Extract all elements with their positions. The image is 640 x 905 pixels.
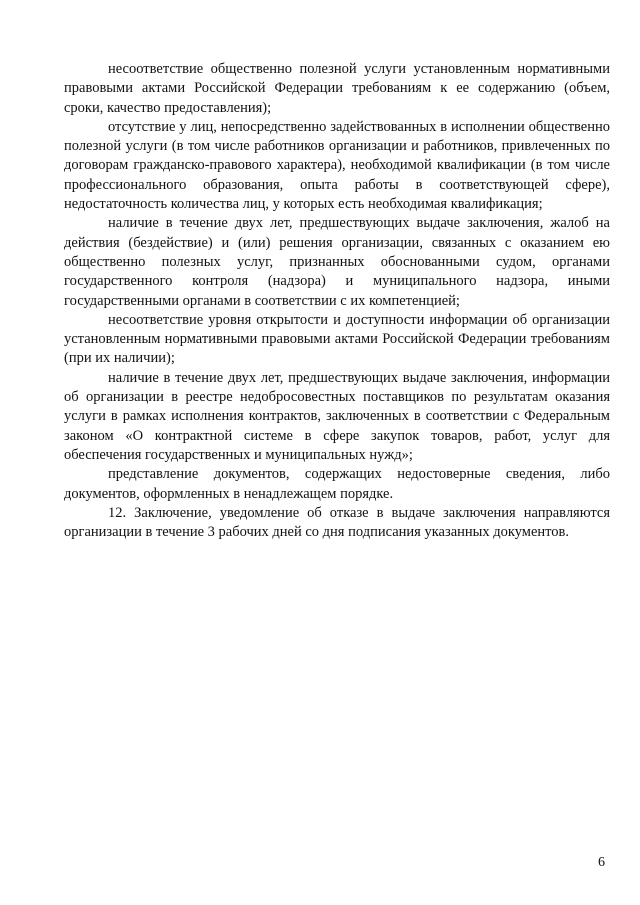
paragraph-complaints: наличие в течение двух лет, предшествующих выдаче заключения, жалоб на действия (бездействие) и (или) решения организации, связанных с оказанием ею общественно полезных услуг, признанных обоснованными судом, органами государственного контроля (надзора) и муниципального надзора, иными государственными органами в соответствии с их компетенцией; bbox=[64, 215, 610, 309]
paragraph-item-12: 12. Заключение, уведомление об отказе в выдаче заключения направляются организации в течение 3 рабочих дней со дня подписания указанных документов. bbox=[64, 504, 610, 541]
paragraph-lack-of-qualification: отсутствие у лиц, непосредственно задействованных в исполнении общественно полезной услуги (в том числе работников организации и работников, привлеченных по договорам гражданско-правового характера), необходимой квалификации (в том числе профессионального образования, опыта работы в соответствующей сфере), недостаточность количества лиц, у которых есть необходимая квалификация; bbox=[64, 118, 610, 213]
paragraph-service-noncompliance: несоответствие общественно полезной услуги установленным нормативными правовыми актами Российской Федерации требованиям к ее содержанию (объем, сроки, качество предоставления); bbox=[64, 61, 610, 116]
paragraph-invalid-documents: представление документов, содержащих недостоверные сведения, либо документов, оформленных в ненадлежащем порядке. bbox=[64, 466, 610, 502]
paragraph-unfair-suppliers-registry: наличие в течение двух лет, предшествующих выдаче заключения, информации об организации в реестре недобросовестных поставщиков по результатам оказания услуги в рамках исполнения контрактов, заключенных в соответствии с Федеральным законом «О контрактной системе в сфере закупок товаров, работ, услуг для обеспечения государственных и муниципальных нужд»; bbox=[64, 369, 610, 463]
paragraph-information-openness: несоответствие уровня открытости и доступности информации об организации установленным нормативными правовыми актами Российской Федерации требованиям (при их наличии); bbox=[64, 311, 610, 367]
page-number: 6 bbox=[598, 855, 605, 870]
document-body bbox=[64, 60, 610, 542]
